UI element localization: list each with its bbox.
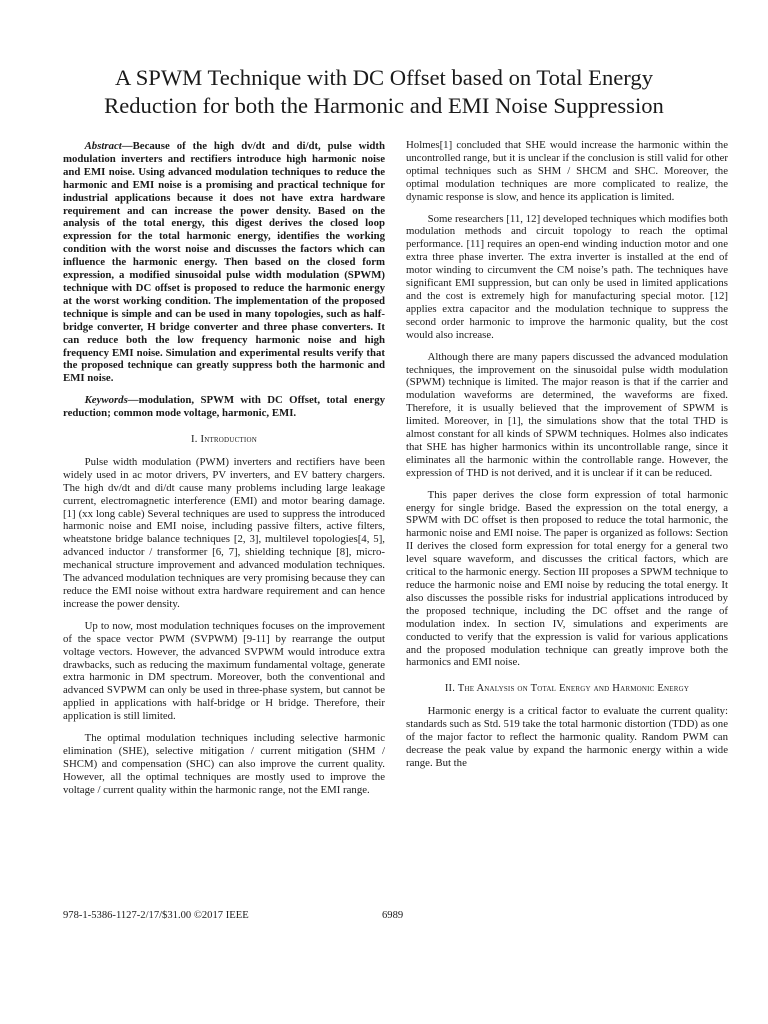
intro-paragraph-1: Pulse width modulation (PWM) inverters and rectifiers have been widely used in ac motor drivers, PV inverters, and EV battery chargers. The high dv/dt and di/dt cause many problems including large leakage current, electromagnetic interference (EMI) and motor bearing damage.[1] (xx long cable) Several techniques are used to suppress the introduced harmonic noise and EMI noise, including passive filters, active filters, wheatstone bridge balance techniques [2, 3], multilevel topologies[4, 5], advanced inductor / transformer [6, 7], shielding technique [8], micro-mechanical structure improvement and advanced modulation techniques. The advanced modulation techniques are very promising because they can reduce the EMI noise without extra hardware requirement and can hence increase the power density. (63, 455, 385, 610)
keywords: Keywords—modulation, SPWM with DC Offset, total energy reduction; common mode voltage, harmonic, EMI. (63, 394, 385, 420)
title-line-1: A SPWM Technique with DC Offset based on Total Energy (115, 65, 653, 90)
right-column (406, 139, 728, 779)
paper-title (40, 64, 728, 120)
section-2-heading: II. The Analysis on Total Energy and Harmonic Energy (444, 683, 690, 695)
abstract-label: Abstract (84, 140, 122, 152)
title-line-2: Reduction for both the Harmonic and EMI Noise Suppression (104, 93, 664, 118)
keywords-text: modulation, SPWM with DC Offset, total energy reduction; common mode voltage, harmonic, EMI. (63, 394, 385, 420)
intro-paragraph-6: Although there are many papers discussed the advanced modulation techniques, the improvement on the sinusoidal pulse width modulation (SPWM) technique is limited. The major reason is that if the carrier and modulation waveforms are determined, the waveforms are fixed. Therefore, it is usually believed that the improvement of SPWM is limited. Moreover, in [1], the simulations show that the total THD is almost constant for all kinds of SPWM techniques. Holmes also indicates that SHE has higher harmonics within its uncontrollable range, since it eliminates all the harmonic within the controllable range. However, the expression of THD is not derived, and it is unclear if it can be reduced. (406, 350, 728, 479)
page-number: 6989 (382, 910, 404, 921)
left-column (63, 140, 385, 806)
abstract: Abstract—Because of the high dv/dt and di/dt, pulse width modulation inverters and rectifiers introduce high harmonic noise and EMI noise. Using advanced modulation techniques to reduce the harmonic and EMI noise is a promising and practical technique for industrial applications because it does not have extra hardware requirement and can increase the power density. Based on the analysis of the total energy, this digest derives the closed loop expression for the total harmonic energy, identifies the working condition with the worst noise and discusses the factors which can influence the harmonic energy. Then based on the closed form expression, a modified sinusoidal pulse width modulation (SPWM) technique with DC offset is proposed to reduce the harmonic energy at the worst working condition. The implementation of the proposed technique is simple and can be used in many topologies, such as half-bridge converter, H bridge converter and three phase converters. It can reduce both the low frequency harmonic noise and high frequency EMI noise. Simulation and experimental results verify that the proposed technique can greatly suppress both the harmonic and EMI noise. (63, 140, 385, 385)
intro-paragraph-2: Up to now, most modulation techniques focuses on the improvement of the space vector PWM (SVPWM) [9-11] by rearrange the output voltage vectors. However, the advanced SVPWM would introduce extra drawbacks, such as reducing the maximum fundamental voltage, generate extra harmonic in DM spectrum. Moreover, both the conventional and advanced SVPWM can only be used in three-phase system, but cannot be applied in applications with half-bridge or H bridge. Therefore, their application is still limited. (63, 619, 385, 723)
intro-paragraph-7: This paper derives the close form expression of total harmonic energy for single bridge. Based the expression on the total energy, a SPWM with DC offset is then proposed to reduce the total harmonic, the harmonic noise and EMI noise. The paper is organized as follows: Section II derives the closed form expression for total energy for a general two level square waveform, and discusses the critical factors, which are critical to the harmonic energy. Section III proposes a SPWM technique to reduce the harmonic noise and EMI noise by reducing the total energy. It also discusses the possible risks for industrial applications introduced by the proposed technique, including the DC offset and the range of modulation index. In section IV, simulations and experiments are conducted to verify that the expression is valid for various applications and the proposed modulation technique can greatly improve both the harmonics and EMI noise. (406, 488, 728, 669)
intro-paragraph-3: The optimal modulation techniques including selective harmonic elimination (SHE), selective mitigation / current mitigation (SHM / SHCM) and compensation (SHC) can also improve the current quality. However, all the optimal techniques are mostly used to improve the voltage / current quality within the harmonic range, not the EMI range. (63, 732, 385, 796)
footer-isbn: 978-1-5386-1127-2/17/$31.00 ©2017 IEEE (63, 910, 249, 921)
intro-paragraph-5: Some researchers [11, 12] developed techniques which modifies both modulation methods and circuit topology to reach the optimal performance. [11] requires an open-end winding induction motor and one extra three phase inverter. The extra inverter is installed at the end of motor winding to circumvent the CM noise’s path. The techniques have significant EMI suppression, but can only be used in limited applications and the cost is extremely high for manufacturing special motor. [12] applies extra capacitor and the modulation technique to suppress the second order harmonic to improve the harmonic quality, but the cost would also increase. (406, 212, 728, 341)
section-1-heading: I. Introduction (191, 434, 257, 446)
intro-paragraph-4: Holmes[1] concluded that SHE would increase the harmonic within the uncontrolled range, but it is unclear if the conclusion is still valid for other optimal techniques such as SHM / SHCM and SHC. Moreover, the optimal modulation techniques are more complicated to realize, the dynamic response is slow, and hence its application is limited. (406, 139, 728, 203)
section-2-paragraph-1: Harmonic energy is a critical factor to evaluate the current quality: standards such as Std. 519 take the total harmonic distortion (TDD) as one of the major factor to reflect the harmonic quality. Random PWM can decrease the peak value by expand the harmonic energy within a wide range. But the (406, 705, 728, 769)
keywords-label: Keywords (84, 394, 128, 407)
abstract-text: Because of the high dv/dt and di/dt, pulse width modulation inverters and rectifiers introduce high harmonic noise and EMI noise. Using advanced modulation techniques to reduce the harmonic and EMI noise is a promising and practical technique for industrial applications because it does not have extra hardware requirement and can increase the power density. Based on the analysis of the total energy, this digest derives the closed loop expression for the total harmonic energy, identifies the working condition with the worst noise and discusses the factors which can influence the harmonic energy. Then based on the closed form expression, a modified sinusoidal pulse width modulation (SPWM) technique with DC offset is proposed to reduce the harmonic energy at the worst working condition. The implementation of the proposed technique is simple and can be used in many topologies, such as half-bridge converter, H bridge converter and three phase converters. It can reduce both the low frequency harmonic noise and high frequency EMI noise. Simulation and experimental results verify that the proposed technique can greatly suppress both the harmonic and EMI noise. (63, 140, 385, 385)
